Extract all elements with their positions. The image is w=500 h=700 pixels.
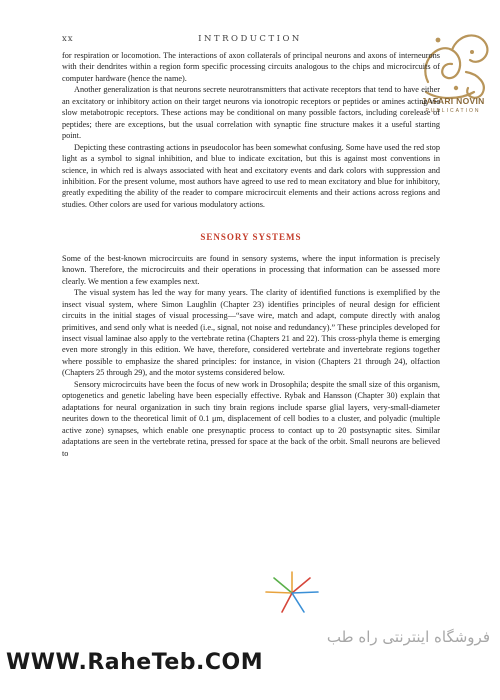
logo-name: JAFARI NOVIN	[421, 96, 485, 106]
sparkle-icon	[262, 568, 322, 618]
body-text	[62, 50, 440, 459]
paragraph: Sensory microcircuits have been the focus of new work in Drosophila; despite the small size of this organism, optogenetics and genetic labeling have been especially effective. Rybak and Hansson (Chapter 30) explain that adaptations for neural organization in such tiny brain regions include sparse glial layers, very-small-diameter neurites down to the theoretical limit of 0.1 μm, displacement of cell bodies to a cluster, and polyadic (multiple active zone) synapses, which enable one presynaptic process to contact up to 20 postsynaptic sites. Similar adaptations are seen in the vertebrate retina, pressed for space at the back of the orbit. Small neurons are believed to	[62, 379, 440, 458]
paragraph: Some of the best-known microcircuits are found in sensory systems, where the input information is precisely known. Therefore, the microcircuits and their operations in processing that information can be assessed more clearly. We mention a few examples next.	[62, 253, 440, 286]
paragraph: for respiration or locomotion. The interactions of axon collaterals of principal neurons and axons of interneurons with their dendrites within a region form specific processing circuits analogous to the chips and microcircuits of computer hardware (hence the name).	[62, 51, 440, 83]
paragraph: Another generalization is that neurons secrete neurotransmitters that activate receptors that tend to have either an excitatory or inhibitory action on their target neurons via ionotropic receptors or peptides or amines acting via slow metabotropic receptors. These actions may be conditional on many possible factors, including corelease of peptides; there are exceptions, but the usual correlation with synaptic fine structure makes it a useful starting point.	[62, 85, 440, 141]
paragraph: Depicting these contrasting actions in pseudocolor has been somewhat confusing. Some have used the red stop light as a symbol to signal inhibition, and blue to indicate excitation, but this is against most conventions in science, in which red is always associated with heat and excitatory events and dark colors with suppression and inhibition. For the present volume, most authors have agreed to use red to mean excitatory and blue for inhibitory, greatly expediting the ability of the reader to compare microcircuit elements and their actions across regions and studies. Other colors are used for various modulatory actions.	[62, 142, 440, 209]
paragraph: The visual system has led the way for many years. The clarity of identified functions is exemplified by the insect visual system, where Simon Laughlin (Chapter 23) identifies principles of neural design for efficient circuits in the initial stages of visual processing—“save wire, match and adapt, compute directly with analog primitives, and send only what is needed (i.e., signal, not noise and redundancy).” These principles developed for insect visual laminae also apply to the vertebrate retina (Chapters 21 and 22). This cross-phyla theme is emerging even more strongly in this edition. We have, therefore, considered vertebrate and invertebrate regions together where possible to emphasize the shared principles: for instance, in vision (Chapters 21 through 24), olfaction (Chapters 25 through 29), and the motor systems considered below.	[62, 288, 440, 378]
watermark-persian: فروشگاه اینترنتی راه طب	[326, 628, 490, 646]
page-number: xx	[62, 34, 74, 44]
logo-subtitle: PUBLICATION	[425, 108, 481, 114]
section-heading: SENSORY SYSTEMS	[200, 232, 302, 243]
watermark-url: WWW.RaheTeb.COM	[6, 650, 264, 675]
running-head: INTRODUCTION	[198, 34, 302, 44]
